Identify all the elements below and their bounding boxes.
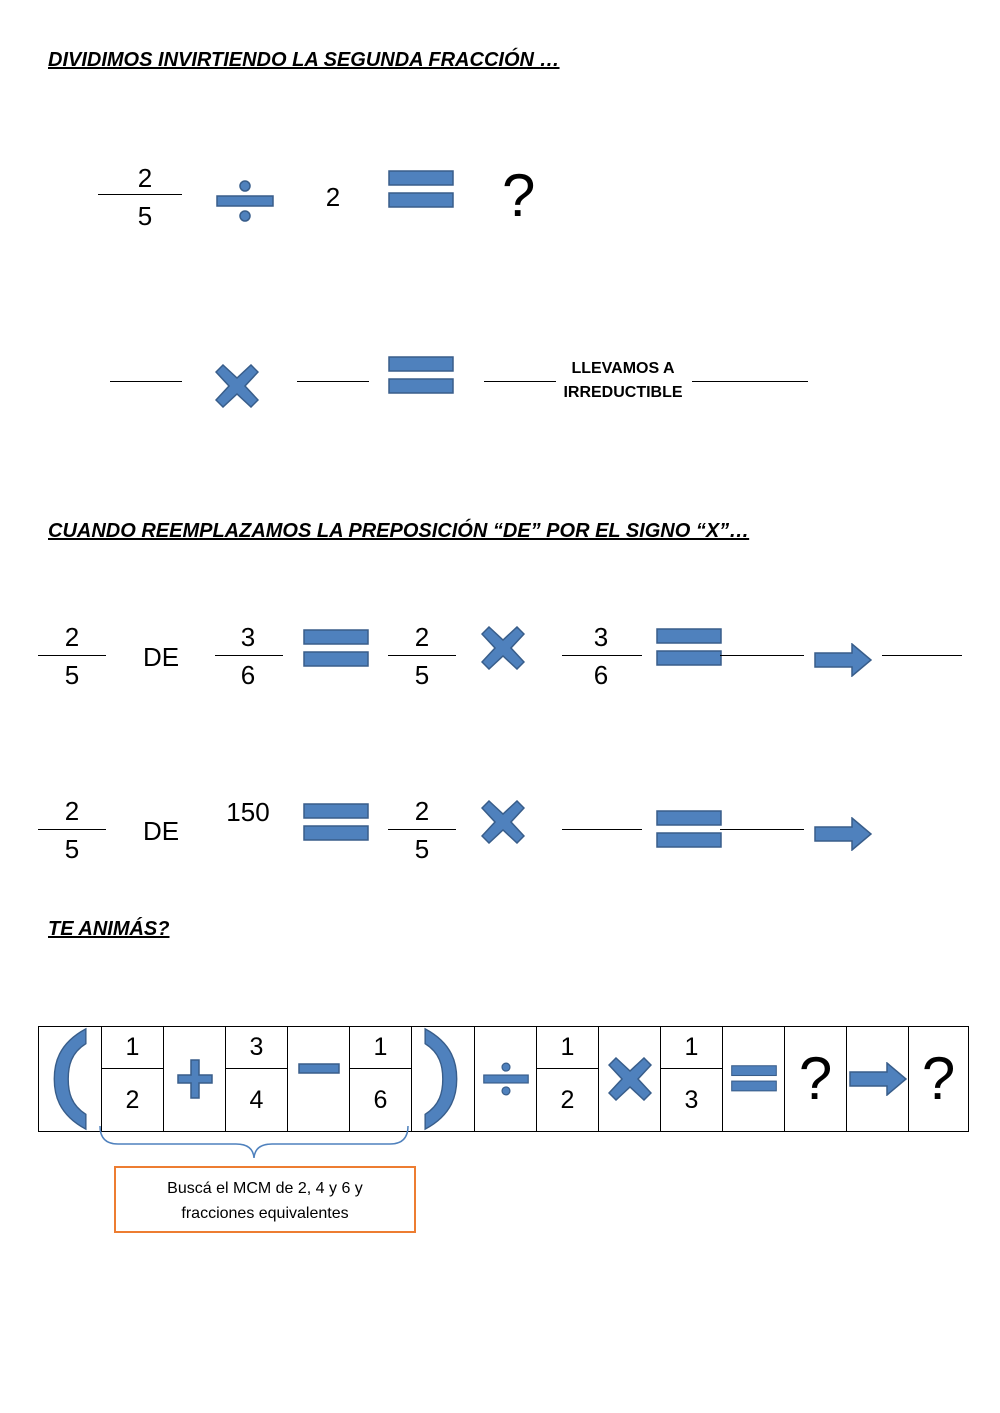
- fraction-bar: [98, 194, 182, 195]
- answer-blank[interactable]: [110, 381, 182, 382]
- denominator: 5: [137, 201, 153, 231]
- final-answer-cell[interactable]: [909, 1027, 969, 1132]
- fraction-bar: [38, 829, 106, 830]
- equals-icon: [388, 170, 454, 210]
- hint-line: Buscá el MCM de 2, 4 y 6 y: [167, 1180, 363, 1197]
- minus-icon: [298, 1062, 340, 1076]
- times-icon: [481, 626, 525, 670]
- section1-heading: DIVIDIMOS INVIRTIENDO LA SEGUNDA FRACCIÓN …: [48, 49, 560, 71]
- numerator: 3: [240, 622, 256, 652]
- plus-icon: [177, 1059, 213, 1099]
- plus-cell: [164, 1027, 226, 1132]
- arrow-right-icon: [814, 817, 872, 851]
- divisor-value: 2: [325, 182, 341, 212]
- divide-icon: [216, 180, 274, 222]
- denominator: 5: [64, 660, 80, 690]
- fraction-bar: [215, 655, 283, 656]
- answer-blank[interactable]: [692, 381, 808, 382]
- divide-icon: [483, 1062, 529, 1096]
- denominator: 5: [414, 834, 430, 864]
- minus-cell: [288, 1027, 350, 1132]
- answer-blank[interactable]: [882, 655, 962, 656]
- answer-cell[interactable]: [785, 1027, 847, 1132]
- hint-box: [114, 1166, 416, 1233]
- close-paren-icon: [420, 1027, 460, 1131]
- open-paren-icon: [51, 1027, 91, 1131]
- answer-blank[interactable]: [484, 381, 556, 382]
- denominator: 6: [240, 660, 256, 690]
- times-icon: [608, 1057, 652, 1101]
- answer-blank[interactable]: [297, 381, 369, 382]
- answer-blank[interactable]: [720, 829, 804, 830]
- hint-line: fracciones equivalentes: [181, 1205, 349, 1222]
- section2-heading: CUANDO REEMPLAZAMOS LA PREPOSICIÓN “DE” POR EL SIGNO “X”…: [48, 520, 750, 542]
- equals-cell: [723, 1027, 785, 1132]
- equals-icon: [303, 803, 369, 843]
- answer-blank[interactable]: [720, 655, 804, 656]
- denominator: 5: [414, 660, 430, 690]
- fraction-denominator-cell: 4: [226, 1069, 288, 1132]
- note-line: LLEVAMOS A: [571, 360, 675, 377]
- times-icon: [215, 364, 259, 408]
- fraction-denominator-cell: 2: [537, 1069, 599, 1132]
- curly-brace: [98, 1124, 410, 1160]
- fraction-numerator-cell: 1: [661, 1027, 723, 1069]
- value-150: 150: [226, 797, 270, 827]
- open-paren-cell: [39, 1027, 102, 1132]
- numerator: 2: [414, 622, 430, 652]
- question-mark: ?: [921, 1045, 956, 1112]
- equals-icon: [656, 810, 722, 850]
- times-icon: [481, 800, 525, 844]
- arrow-right-icon: [814, 643, 872, 677]
- numerator: 2: [137, 163, 153, 193]
- note-line: IRREDUCTIBLE: [563, 384, 683, 401]
- fraction-numerator-cell: 1: [102, 1027, 164, 1069]
- equals-icon: [388, 356, 454, 396]
- irreducible-note: [556, 357, 690, 405]
- exercise-strip: [38, 1026, 969, 1132]
- numerator: 2: [414, 796, 430, 826]
- close-paren-cell: [412, 1027, 475, 1132]
- fraction-bar: [562, 655, 642, 656]
- question-mark: ?: [502, 162, 536, 229]
- section3-heading: TE ANIMÁS?: [48, 918, 170, 940]
- times-cell: [599, 1027, 661, 1132]
- fraction-bar: [38, 655, 106, 656]
- denominator: 6: [593, 660, 609, 690]
- numerator: 3: [593, 622, 609, 652]
- fraction-numerator-cell: 1: [537, 1027, 599, 1069]
- arrow-cell: [847, 1027, 909, 1132]
- answer-blank[interactable]: [562, 829, 642, 830]
- numerator: 2: [64, 622, 80, 652]
- de-label: DE: [142, 642, 180, 672]
- fraction-bar: [388, 829, 456, 830]
- denominator: 5: [64, 834, 80, 864]
- de-label: DE: [142, 816, 180, 846]
- fraction-denominator-cell: 3: [661, 1069, 723, 1132]
- fraction-numerator-cell: 3: [226, 1027, 288, 1069]
- equals-icon: [656, 628, 722, 668]
- fraction-denominator-cell: 6: [350, 1069, 412, 1132]
- fraction-numerator-cell: 1: [350, 1027, 412, 1069]
- numerator: 2: [64, 796, 80, 826]
- equals-icon: [303, 629, 369, 669]
- fraction-bar: [388, 655, 456, 656]
- divide-cell: [475, 1027, 537, 1132]
- fraction-denominator-cell: 2: [102, 1069, 164, 1132]
- equals-icon: [731, 1063, 777, 1095]
- question-mark: ?: [798, 1045, 833, 1112]
- arrow-right-icon: [849, 1062, 907, 1096]
